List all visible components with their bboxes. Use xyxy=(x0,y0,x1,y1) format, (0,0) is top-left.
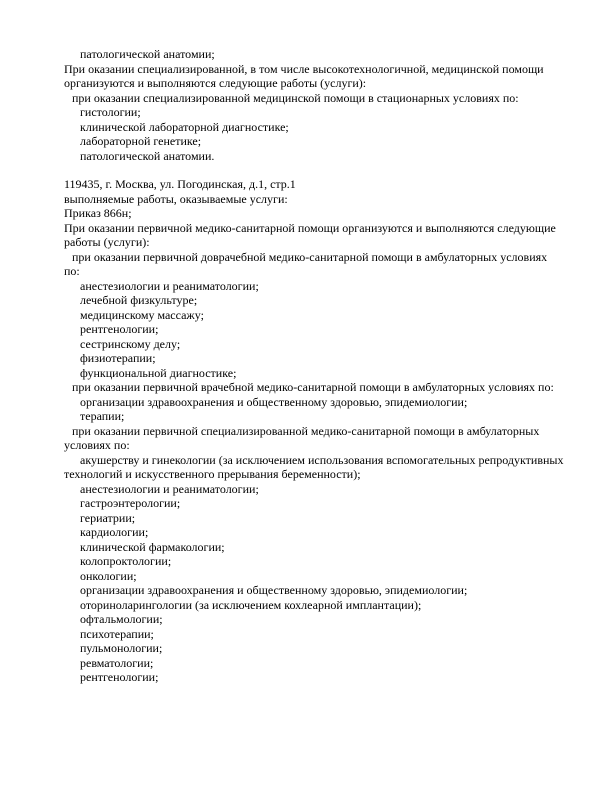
list-item: лечебной физкультуре; xyxy=(80,293,198,307)
list-item: пульмонологии; xyxy=(80,641,163,655)
list-item: патологической анатомии. xyxy=(80,148,215,163)
license-section-continued xyxy=(64,47,564,163)
list-item: лабораторной генетике; xyxy=(80,134,202,148)
subsection-heading: при оказании первичной врачебной медико-санитарной помощи в амбулаторных условиях по: xyxy=(72,380,554,394)
list-item: кардиологии; xyxy=(80,525,149,539)
list-item: функциональной диагностике; xyxy=(80,365,237,380)
list-item: клинической фармакологии; xyxy=(80,539,225,554)
list-item: рентгенологии; xyxy=(80,322,159,336)
list-item: физиотерапии; xyxy=(80,351,156,365)
list-item: онкологии; xyxy=(80,568,137,583)
list-item: медицинскому массажу; xyxy=(80,307,204,322)
list-item: гастроэнтерологии; xyxy=(80,496,181,510)
list-item: патологической анатомии; xyxy=(80,47,215,61)
list-item: рентгенологии; xyxy=(80,670,159,684)
list-item: организации здравоохранения и общественному здоровью, эпидемиологии; xyxy=(80,583,468,597)
list-item: гистологии; xyxy=(80,105,141,119)
address-line: 119435, г. Москва, ул. Погодинская, д.1, стр.1 xyxy=(64,177,296,191)
list-item: анестезиологии и реаниматологии; xyxy=(80,481,259,496)
list-item: гериатрии; xyxy=(80,510,136,525)
list-item: акушерству и гинекологии (за исключением использования вспомогательных репродуктивных xyxy=(80,452,564,467)
list-item: колопроктологии; xyxy=(80,554,172,568)
list-item: офтальмологии; xyxy=(80,612,163,626)
paragraph-line: работы (услуги): xyxy=(64,235,150,249)
subsection-heading-cont: условиях по: xyxy=(64,438,130,452)
list-item: терапии; xyxy=(80,409,125,423)
subsection-heading: при оказании первичной доврачебной медико-санитарной помощи в амбулаторных условиях xyxy=(72,249,548,264)
list-item: сестринскому делу; xyxy=(80,336,181,351)
paragraph-line: организуются и выполняются следующие работы (услуги): xyxy=(64,76,367,90)
order-reference: Приказ 866н; xyxy=(64,206,132,220)
paragraph-line: выполняемые работы, оказываемые услуги: xyxy=(64,191,288,206)
list-item: ревматологии; xyxy=(80,655,154,670)
address-section xyxy=(64,177,564,685)
paragraph-line: При оказании специализированной, в том числе высокотехнологичной, медицинской помощи xyxy=(64,61,544,76)
list-item: анестезиологии и реаниматологии; xyxy=(80,278,259,293)
paragraph-line: При оказании первичной медико-санитарной помощи организуются и выполняются следующие xyxy=(64,220,556,235)
list-item: клинической лабораторной диагностике; xyxy=(80,119,289,134)
subsection-heading-cont: по: xyxy=(64,264,80,278)
subsection-heading: при оказании специализированной медицинской помощи в стационарных условиях по: xyxy=(72,90,519,105)
list-item-cont: технологий и искусственного прерывания беременности); xyxy=(64,467,361,481)
list-item: оториноларингологии (за исключением кохлеарной имплантации); xyxy=(80,597,422,612)
list-item: организации здравоохранения и общественному здоровью, эпидемиологии; xyxy=(80,394,468,409)
subsection-heading: при оказании первичной специализированной медико-санитарной помощи в амбулаторных xyxy=(72,423,540,438)
list-item: психотерапии; xyxy=(80,626,154,641)
